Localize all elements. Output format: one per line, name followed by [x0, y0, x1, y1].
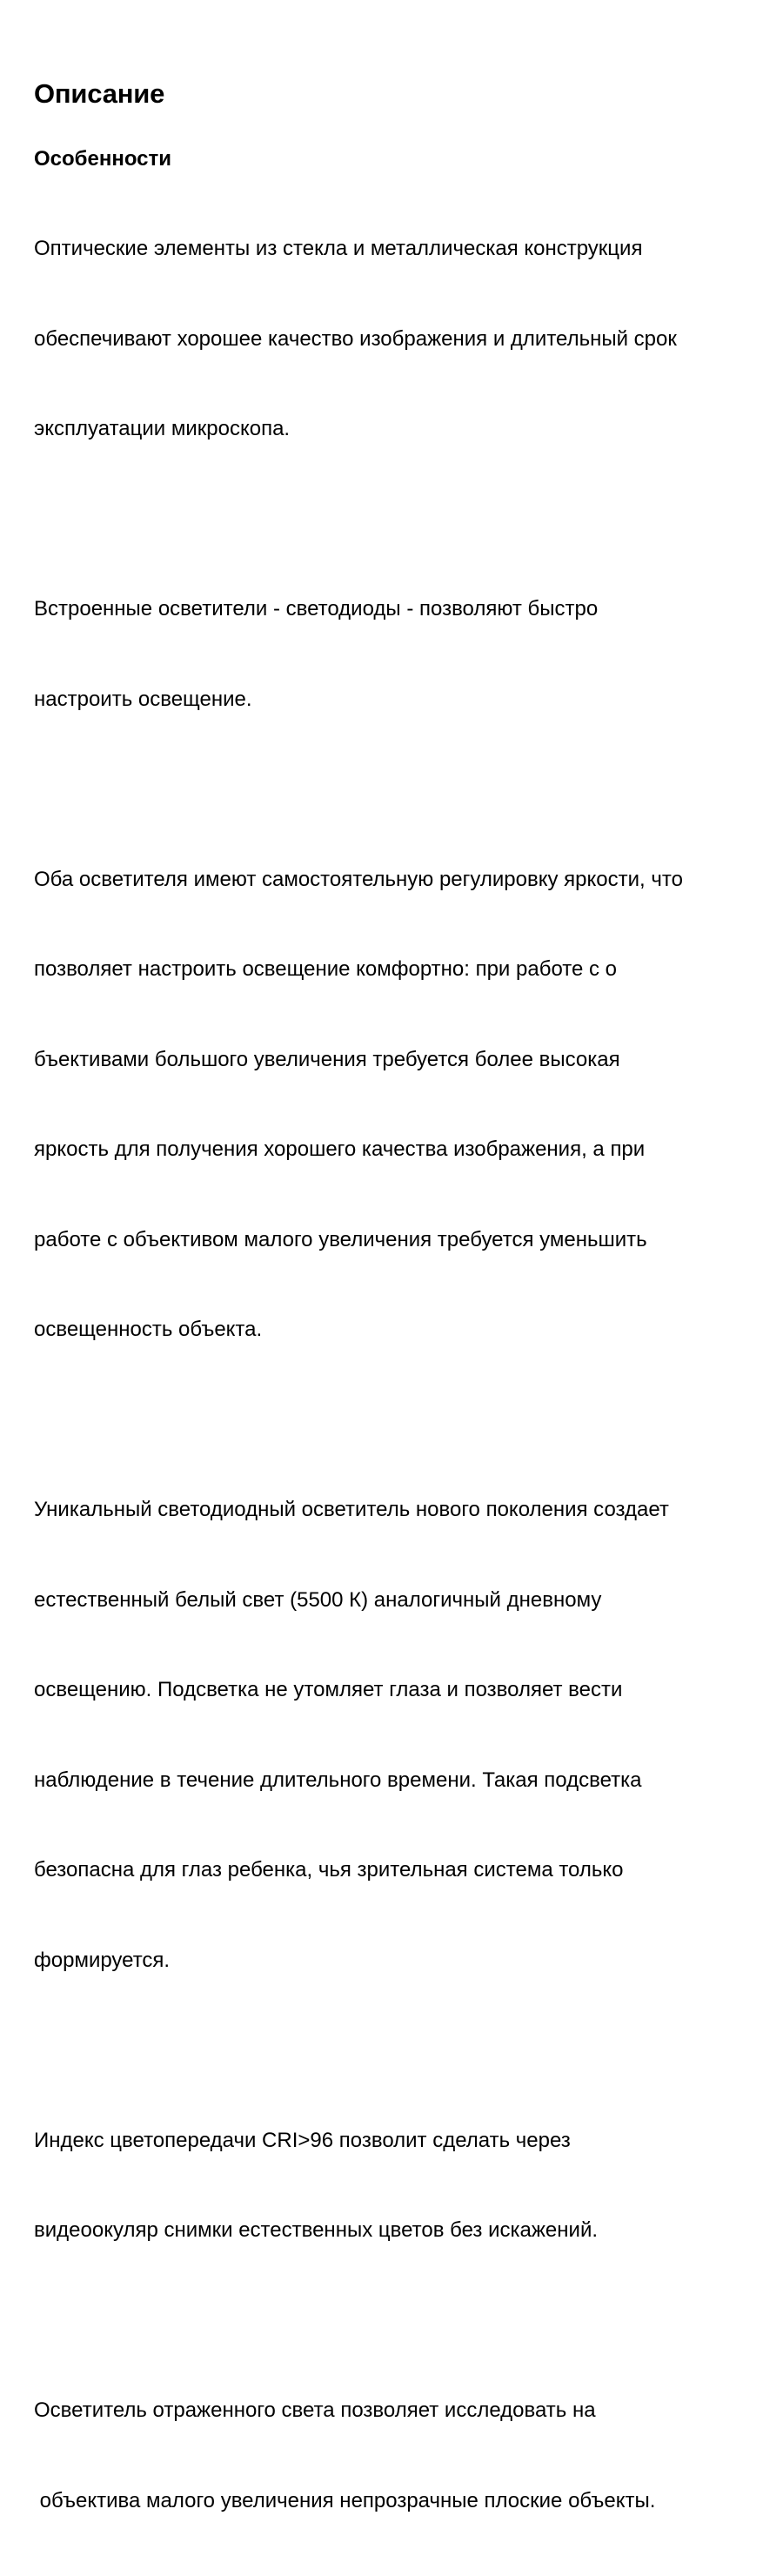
paragraph-cri — [34, 2066, 775, 2306]
paragraph-illuminators — [34, 534, 775, 775]
text-line: объектива малого увеличения непрозрачные плоские объекты. — [34, 2488, 656, 2512]
text-line: формируется. — [34, 1948, 171, 1972]
text-line: позволяет настроить освещение комфортно: при работе с о — [34, 957, 618, 981]
text-line: Уникальный светодиодный осветитель нового поколения создает — [34, 1498, 669, 1521]
text-line: естественный белый свет (5500 К) аналогичный дневному — [34, 1587, 602, 1612]
text-line: Оптические элементы из стекла и металлическая конструкция — [34, 237, 643, 260]
text-line: эксплуатации микроскопа. — [34, 417, 291, 440]
text-line: Осветитель отраженного света позволяет исследовать на — [34, 2398, 596, 2422]
text-line: бъективами большого увеличения требуется более высокая — [34, 1047, 620, 1071]
paragraph-gap — [34, 775, 775, 805]
text-line: безопасна для глаз ребенка, чья зрительная система только — [34, 1858, 624, 1882]
text-line: Индекс цветопередачи CRI>96 позволит сделать через — [34, 2128, 571, 2152]
text-line: работе с объективом малого увеличения требуется уменьшить — [34, 1227, 647, 1251]
paragraph-reflected-light — [34, 2336, 775, 2576]
paragraph-gap — [34, 1405, 775, 1436]
paragraph-led-light — [34, 1435, 775, 2036]
text-line: освещенность объекта. — [34, 1318, 263, 1341]
paragraph-gap — [34, 2306, 775, 2337]
paragraph-optics — [34, 174, 775, 505]
text-line: Встроенные осветители - светодиоды - позволяют быстро — [34, 597, 599, 621]
paragraph-gap — [34, 505, 775, 535]
section-heading: Особенности — [34, 147, 172, 171]
text-line: обеспечивают хорошее качество изображения и длительный срок — [34, 326, 677, 351]
text-line: наблюдение в течение длительного времени. Такая подсветка — [34, 1768, 642, 1792]
paragraph-brightness — [34, 805, 775, 1405]
text-line: яркость для получения хорошего качества изображения, а при — [34, 1137, 646, 1161]
text-line: Оба осветителя имеют самостоятельную регулировку яркости, что — [34, 867, 683, 891]
paragraph-gap — [34, 2036, 775, 2066]
text-line: освещению. Подсветка не утомляет глаза и позволяет вести — [34, 1678, 623, 1701]
page-title: Описание — [34, 78, 165, 109]
document-page — [34, 75, 775, 2576]
text-line: видеоокуляр снимки естественных цветов без искажений. — [34, 2218, 599, 2242]
text-line: настроить освещение. — [34, 687, 252, 711]
